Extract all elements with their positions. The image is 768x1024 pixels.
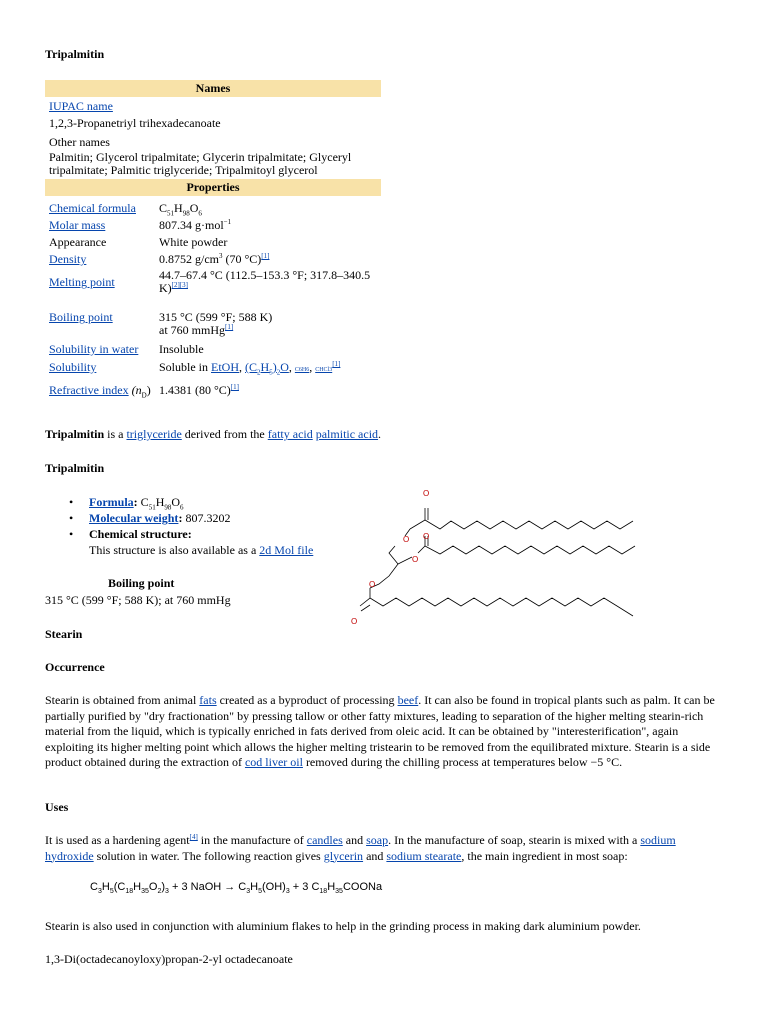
boiling-point-link[interactable]: Boiling point [49, 310, 113, 324]
intro-paragraph: Tripalmitin is a triglyceride derived from the fatty acid palmitic acid. [45, 427, 382, 441]
formula-link[interactable]: Formula [89, 495, 134, 509]
names-header: Names [45, 80, 381, 97]
section-title-tripalmitin: Tripalmitin [45, 461, 105, 475]
o-atom-label: O [403, 535, 410, 544]
melting-ref[interactable]: [2][3] [171, 281, 188, 289]
o-atom-label: O [351, 617, 358, 626]
refractive-index-value: 1.4381 (80 °C)[1] [159, 383, 239, 397]
solubility-link[interactable]: Solubility [49, 360, 97, 374]
candles-link[interactable]: candles [306, 833, 343, 847]
o-atom-label: O [423, 489, 430, 498]
molecular-weight-link[interactable]: Molecular weight [89, 511, 179, 525]
list-item: • Molecular weight: 807.3202 [45, 510, 345, 526]
property-list [45, 494, 345, 558]
solubility-in-water-value: Insoluble [159, 342, 204, 356]
page-title: Tripalmitin [45, 47, 105, 61]
c6h6-link[interactable]: C6H6 [294, 367, 310, 373]
section-title-occurrence: Occurrence [45, 660, 105, 674]
uses-paragraph: It is used as a hardening agent[4] in the manufacture of candles and soap. In the manufacture of soap, stearin is mixed with a sodium hydroxide solution in water. The following reaction gives glycerin and sodium stearate, the main ingredient in most soap: [45, 833, 676, 863]
chemical-formula-link[interactable]: Chemical formula [49, 201, 136, 215]
density-link[interactable]: Density [49, 252, 87, 266]
structure-note: This structure is also available as a 2d Mol file [89, 543, 314, 557]
boiling-point-value: 315 °C (599 °F; 588 K) at 760 mmHg[1] [159, 310, 273, 337]
chemical-formula-value: $C_{51}H_{98}O_6$ [159, 201, 202, 218]
saponification-equation: $C_3H_5(C_{18}H_{35}O_2)_3 + 3$ NaOH → $C_3H_5(OH)_3 + 3$ $C_{18}H_{35}COONa$ [90, 881, 383, 896]
infobox: Names IUPAC name 1,2,3-Propanetriyl trihexadecanoate Other names Palmitin; Glycerol tripalmitate; Glycerin tripalmitate; Glyceryl tripalmitate; Palmitic triglyceride; Tripalmitoyl glycerol Properties Chemical formula $C_{51}H_{98}O_6$ Molar mass 807.34 g·mol$^{-1}$ Appearance White powder Density 0.8752 $g/cm^3$ (70 °C)[1] Melting point 44.7–67.4 °C (112.5–153.3 °F; 317.8–340.5 K)[2][3] Boiling point 315 °C (599 °F; 588 K) at 760 mmHg[1] Solubility in water Insoluble Solubility Soluble in EtOH, $(C_2H_5)_2O$, C6H6, CHCl3[1] Refractive index $(n_D)$ 1.4381 (80 °C)[1] [45, 80, 381, 398]
systematic-name: 1,3-Di(octadecanoyloxy)propan-2-yl octadecanoate [45, 952, 293, 966]
solubility-in-water-link[interactable]: Solubility in water [49, 342, 139, 356]
o-atom-label: O [369, 580, 376, 589]
list-item: • Formula: $C_{51}H_{98}O_6$ [45, 494, 345, 510]
mol-file-link[interactable]: 2d Mol file [259, 543, 314, 557]
o-atom-label: O [423, 532, 430, 541]
ether-link[interactable]: $(C_2H_5)_2O$ [245, 360, 289, 377]
appearance-label: Appearance [49, 235, 107, 249]
glycerin-link[interactable]: glycerin [323, 848, 364, 863]
appearance-value: White powder [159, 235, 228, 249]
cod-liver-oil-link[interactable]: cod liver oil [244, 755, 303, 770]
etoh-link[interactable]: EtOH [211, 360, 240, 374]
fats-link[interactable]: fats [199, 693, 217, 707]
section-title-uses: Uses [45, 800, 69, 814]
list-item: • Chemical structure: [45, 526, 345, 542]
palmitic-acid-link[interactable]: palmitic acid [315, 427, 379, 441]
boiling-point-title: Boiling point [108, 576, 175, 590]
soap-link[interactable]: soap [366, 833, 389, 847]
other-names-label: Other names [49, 135, 110, 149]
iupac-value: 1,2,3-Propanetriyl trihexadecanoate [49, 116, 221, 130]
section-title-stearin: Stearin [45, 627, 83, 641]
tripalmitin-structure-diagram [345, 484, 645, 632]
refractive-ref[interactable]: [1] [230, 383, 239, 391]
solubility-ref[interactable]: [1] [332, 360, 341, 368]
uses-ref[interactable]: [4] [189, 833, 198, 841]
sodium-hydroxide-link[interactable]: sodium hydroxide [45, 833, 676, 863]
melting-point-link[interactable]: Melting point [49, 275, 115, 289]
solubility-value: Soluble in EtOH, $(C_2H_5)_2O$, C6H6, CHCl3[1] [159, 360, 341, 377]
o-atom-label: O [412, 555, 419, 564]
boiling-ref[interactable]: [1] [225, 323, 234, 331]
occurrence-paragraph: Stearin is obtained from animal fats created as a byproduct of processing beef. It can also be found in tropical plants such as palm. It can be partially purified by "dry fractionation" by pressing tallow or other fatty mixtures, leading to separation of the higher melting stearin-rich material from the liquid, which is typically enriched in fats derived from oleic acid. It can be obtained by "interesterification", again exploiting its higher melting point which allows the higher melting tristearin to be removed from the equilibrated mixture. Stearin is a side product obtained during the extraction of cod liver oil removed during the chilling process at temperatures below −5 °C. [45, 693, 715, 770]
properties-header: Properties [45, 179, 381, 196]
boiling-point-text: 315 °C (599 °F; 588 K); at 760 mmHg [45, 593, 231, 607]
beef-link[interactable]: beef [397, 693, 419, 707]
refractive-index-link[interactable]: Refractive index [49, 383, 129, 397]
molar-mass-value: 807.34 g·mol$^{-1}$ [159, 218, 232, 232]
melting-point-value: 44.7–67.4 °C (112.5–153.3 °F; 317.8–340.5 K)[2][3] [159, 268, 371, 295]
density-ref[interactable]: [1] [261, 252, 270, 260]
chcl3-link[interactable]: CHCl3 [315, 367, 333, 373]
density-value: 0.8752 $g/cm^3$ (70 °C)[1] [159, 252, 270, 266]
sodium-stearate-link[interactable]: sodium stearate [386, 848, 462, 863]
aluminium-paragraph: Stearin is also used in conjunction with aluminium flakes to help in the grinding process in making dark aluminium powder. [45, 919, 641, 933]
fatty-acid-link[interactable]: fatty acid [267, 427, 313, 441]
molar-mass-link[interactable]: Molar mass [49, 218, 106, 232]
other-names-value: Palmitin; Glycerol tripalmitate; Glycerin tripalmitate; Glyceryl tripalmitate; Palmitic triglyceride; Tripalmitoyl glycerol [49, 150, 352, 177]
iupac-name-link[interactable]: IUPAC name [49, 99, 113, 113]
triglyceride-link[interactable]: triglyceride [126, 427, 182, 441]
